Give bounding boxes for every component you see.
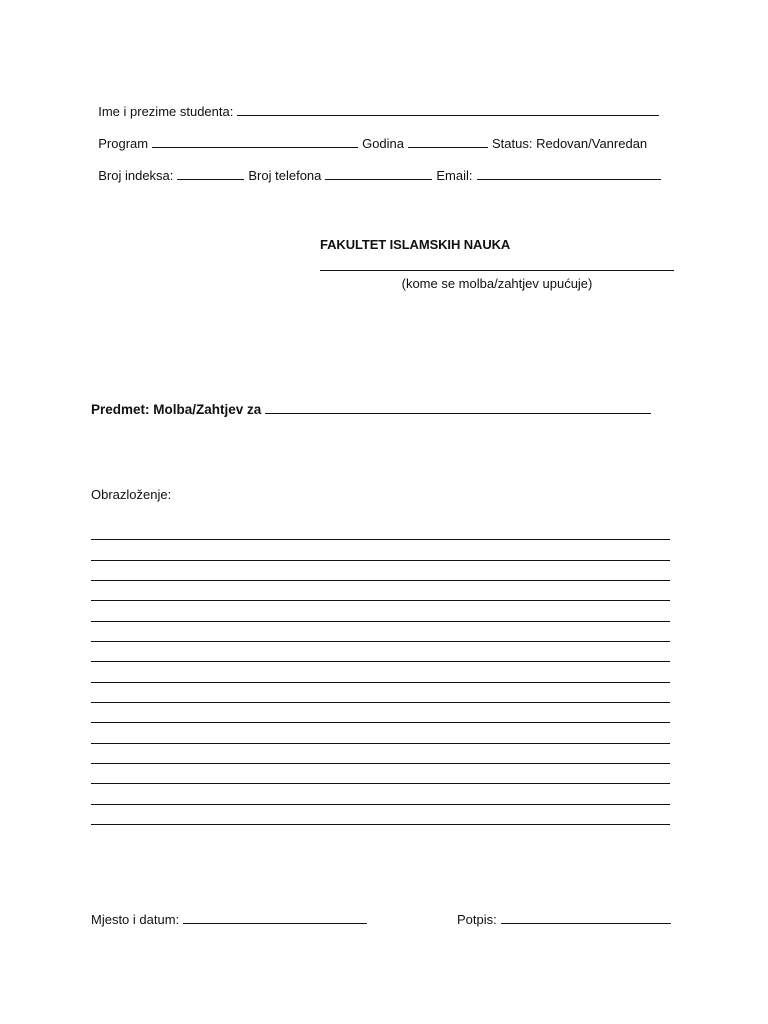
explanation-line[interactable] bbox=[91, 561, 670, 581]
signature-row bbox=[457, 911, 675, 928]
recipient-caption: (kome se molba/zahtjev upućuje) bbox=[401, 276, 593, 291]
explanation-line[interactable] bbox=[91, 622, 670, 642]
faculty-name: FAKULTET ISLAMSKIH NAUKA bbox=[320, 237, 511, 252]
explanation-line[interactable] bbox=[91, 723, 670, 743]
signature-field[interactable] bbox=[501, 911, 671, 924]
explanation-line[interactable] bbox=[91, 642, 670, 662]
status-text: Status: Redovan/Vanredan bbox=[492, 136, 648, 151]
subject-row bbox=[91, 401, 655, 418]
subject-label: Predmet: Molba/Zahtjev za bbox=[91, 402, 262, 417]
explanation-line[interactable] bbox=[91, 581, 670, 601]
recipient-field[interactable] bbox=[320, 269, 674, 271]
email-field[interactable] bbox=[477, 167, 661, 180]
place-date-label: Mjesto i datum: bbox=[91, 912, 180, 927]
email-label: Email: bbox=[436, 168, 473, 183]
explanation-line[interactable] bbox=[91, 744, 670, 764]
student-name-row bbox=[91, 87, 663, 120]
phone-label: Broj telefona bbox=[248, 168, 322, 183]
explanation-label: Obrazloženje: bbox=[91, 487, 172, 502]
recipient-block bbox=[320, 237, 674, 292]
program-label: Program bbox=[98, 136, 149, 151]
explanation-lines bbox=[91, 520, 670, 825]
explanation-line[interactable] bbox=[91, 703, 670, 723]
subject-field[interactable] bbox=[265, 401, 651, 414]
year-field[interactable] bbox=[408, 135, 488, 148]
student-name-label: Ime i prezime studenta: bbox=[98, 104, 234, 119]
year-label: Godina bbox=[362, 136, 405, 151]
signature-label: Potpis: bbox=[457, 912, 497, 927]
explanation-line[interactable] bbox=[91, 662, 670, 682]
explanation-line[interactable] bbox=[91, 764, 670, 784]
place-date-row bbox=[91, 911, 371, 928]
index-label: Broj indeksa: bbox=[98, 168, 174, 183]
explanation-line[interactable] bbox=[91, 540, 670, 560]
explanation-line[interactable] bbox=[91, 683, 670, 703]
contact-row bbox=[91, 151, 665, 184]
index-field[interactable] bbox=[177, 167, 244, 180]
explanation-line[interactable] bbox=[91, 520, 670, 540]
explanation-line[interactable] bbox=[91, 784, 670, 804]
place-date-field[interactable] bbox=[183, 911, 367, 924]
program-row bbox=[91, 119, 647, 152]
program-field[interactable] bbox=[152, 135, 358, 148]
phone-field[interactable] bbox=[325, 167, 432, 180]
student-name-field[interactable] bbox=[237, 103, 659, 116]
explanation-line[interactable] bbox=[91, 805, 670, 825]
explanation-line[interactable] bbox=[91, 601, 670, 621]
